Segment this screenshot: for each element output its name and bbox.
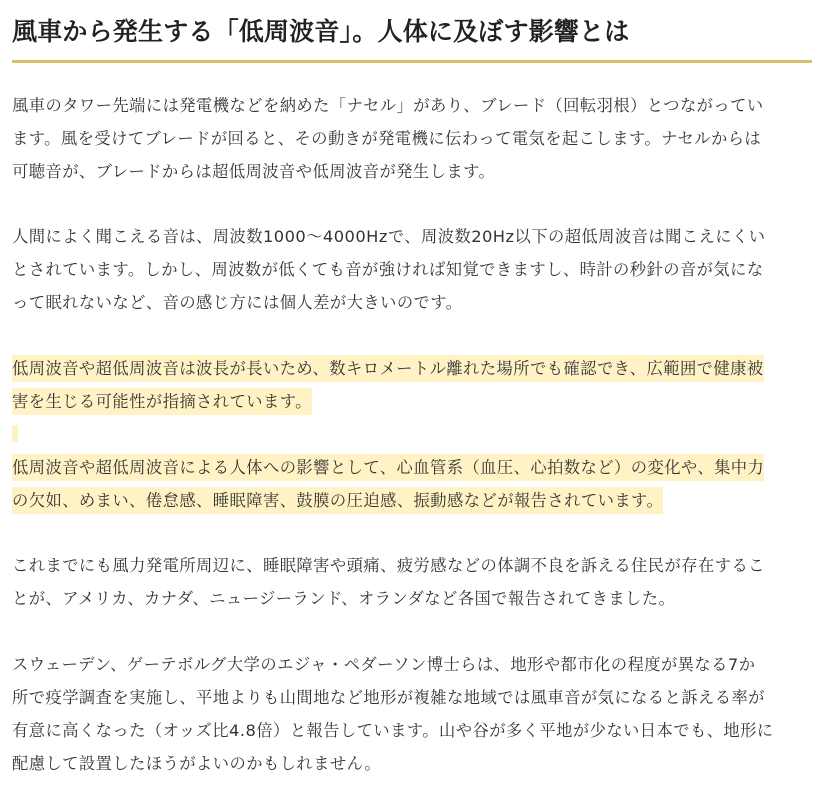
text-line: スウェーデン、ゲーテボルグ大学のエジャ・ペダーソン博士らは、地形や都市化の程度が異なる7か [12,655,756,674]
paragraph-health-effects-highlight [12,451,812,517]
text-line: 可聴音が、ブレードからは超低周波音や低周波音が発生します。 [12,162,496,181]
text-line [12,385,812,418]
text-line: 配慮して設置したほうがよいのかもしれません。 [12,754,382,773]
text-line: 人間によく聞こえる音は、周波数1000～4000Hzで、周波数20Hz以下の超低周波音は聞こえにくい [12,227,766,246]
paragraph-swedish-study [12,648,812,780]
text-line: 風車のタワー先端には発電機などを納めた「ナセル」があり、ブレード（回転羽根）とつながってい [12,96,764,115]
highlighted-text: 害を生じる可能性が指摘されています。 [12,388,312,415]
text-line [12,451,812,484]
text-line [12,484,812,517]
text-line: ます。風を受けてブレードが回ると、その動きが発電機に伝わって電気を起こします。ナセルからは [12,129,762,148]
paragraph-resident-reports [12,549,812,615]
text-line: とされています。しかし、周波数が低くても音が強ければ知覚できますし、時計の秒針の音が気にな [12,260,764,279]
text-line: とが、アメリカ、カナダ、ニュージーランド、オランダなど各国で報告されてきました。 [12,589,676,608]
text-line: って眠れないなど、音の感じ方には個人差が大きいのです。 [12,293,463,312]
text-line: 所で疫学調査を実施し、平地よりも山間地など地形が複雑な地域では風車音が気になると訴える率が [12,688,765,707]
paragraph-audible-frequency [12,220,812,319]
highlighted-text: 低周波音や超低周波音による人体への影響として、心血管系（血圧、心拍数など）の変化や、集中力 [12,454,764,481]
article-title: 風車から発生する「低周波音」。人体に及ぼす影響とは [12,17,630,46]
text-line: これまでにも風力発電所周辺に、睡眠障害や頭痛、疲労感などの体調不良を訴える住民が存在するこ [12,556,765,575]
highlight-gap-mark [12,425,18,442]
highlighted-text: の欠如、めまい、倦怠感、睡眠障害、鼓膜の圧迫感、振動感などが報告されています。 [12,487,663,514]
title-underline [12,60,812,63]
highlighted-text: 低周波音や超低周波音は波長が長いため、数キロメートル離れた場所でも確認でき、広範囲で健康被 [12,355,764,382]
text-line [12,352,812,385]
paragraph-windmill-structure [12,89,812,188]
text-line: 有意に高くなった（オッズ比4.8倍）と報告しています。山や谷が多く平地が少ない日本でも、地形に [12,721,774,740]
paragraph-wavelength-highlight [12,352,812,418]
